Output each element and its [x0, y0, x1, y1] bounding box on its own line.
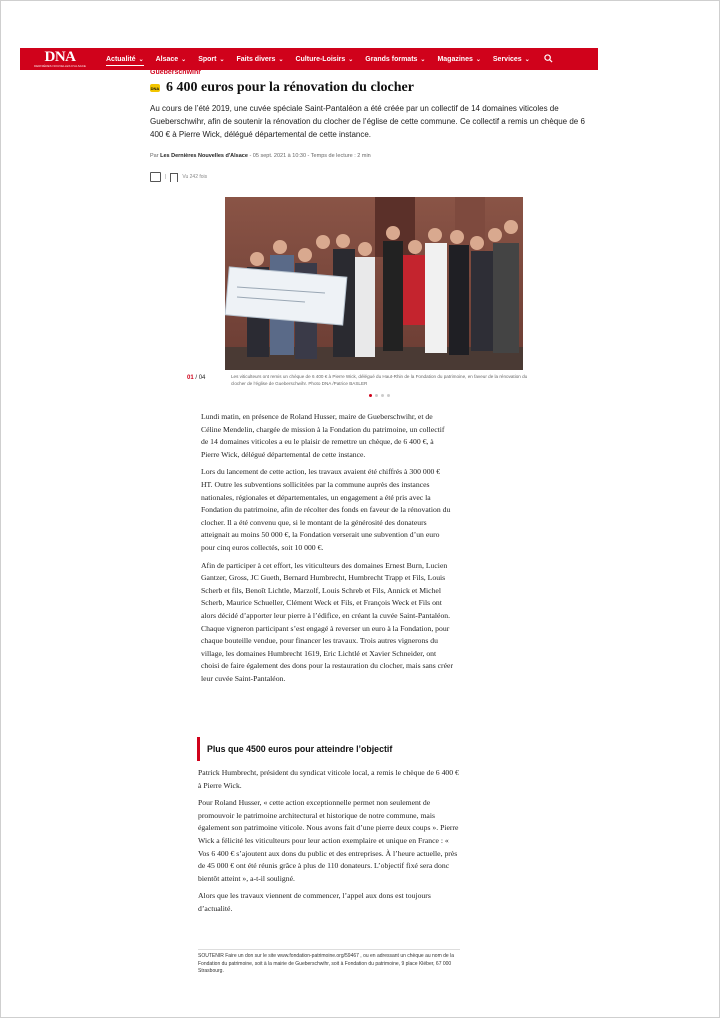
article-tools	[150, 172, 207, 182]
byline-author[interactable]: Les Dernières Nouvelles d'Alsace	[160, 153, 248, 159]
chevron-down-icon: ⌄	[219, 56, 225, 63]
nav-item-actualite[interactable]	[106, 48, 144, 70]
paragraph: Lundi matin, en présence de Roland Husser, maire de Gueberschwihr, et de Céline Mendelin, chargée de mission à la Fondation du patrimoine, un collectif de 14 domaines viticoles a eu le plaisir de remettre un chèque, de 6 400 €, à Pierre Wick, délégué départemental de cette instance.	[201, 412, 445, 459]
byline	[150, 153, 371, 159]
chevron-down-icon: ⌄	[475, 56, 481, 63]
nav-item-culture-loisirs[interactable]	[295, 48, 353, 70]
logo-text: DNA	[44, 48, 76, 65]
view-count: Vu 242 fois	[182, 174, 208, 180]
nav-item-faits-divers[interactable]	[237, 48, 284, 70]
gallery-dot[interactable]	[381, 394, 384, 397]
chevron-down-icon: ⌄	[348, 56, 354, 63]
nav-item-grands-formats[interactable]	[365, 48, 425, 70]
nav-item-alsace[interactable]	[156, 48, 187, 70]
nav-item-services[interactable]	[493, 48, 530, 70]
nav-label: Culture-Loisirs	[295, 55, 346, 63]
article-kicker[interactable]: Gueberschwihr	[150, 69, 201, 76]
site-logo[interactable]	[30, 48, 90, 70]
logo-subtext: DERNIÈRES NOUVELLES D'ALSACE	[34, 63, 86, 68]
divider: |	[165, 174, 167, 180]
nav-label: Magazines	[437, 55, 473, 63]
nav-item-sport[interactable]	[198, 48, 224, 70]
gallery-dot[interactable]	[369, 394, 372, 397]
article-title	[150, 80, 414, 96]
comment-icon[interactable]	[150, 172, 161, 182]
byline-prefix: Par	[150, 153, 161, 159]
gallery-dot[interactable]	[375, 394, 378, 397]
chevron-down-icon: ⌄	[278, 56, 284, 63]
nav-label: Services	[492, 55, 522, 63]
photo-caption: Les viticulteurs ont remis un chèque de 6 400 € à Pierre Wick, délégué du Haut-Rhin de la Fondation du patrimoine, en faveur de la rénovation du clocher de l’église de Gueberschwihr. Photo DNA /Patrice BASLER	[231, 374, 528, 386]
article-body-continued	[198, 767, 460, 921]
paragraph: Alors que les travaux viennent de commencer, l’appel aux dons est toujours d’actualité.	[198, 891, 431, 913]
article-photo[interactable]	[225, 197, 523, 370]
chevron-down-icon: ⌄	[420, 56, 426, 63]
top-nav	[20, 48, 598, 70]
paragraph: Patrick Humbrecht, président du syndicat viticole local, a remis le chèque de 6 400 € à Pierre Wick.	[198, 768, 459, 790]
gallery-total: / 04	[193, 375, 206, 381]
paragraph: Afin de participer à cet effort, les viticulteurs des domaines Ernest Burn, Lucien Gantzer, Gross, JC Gueth, Bernard Humbrecht, Humbrecht Trapp et Fils, Louis Scherb et fils, Benoît Lichtle, Marzolf, Louis Schreb et Fils, Annick et Michel Scherb, Maurice Schueller, Clément Weck et Fils, et François Weck et Fils ont alors décidé d’apporter leur pierre à l’édifice, en créant la cuvée Saint-Pantaléon. Chaque vigneron participant s’est engagé à reverser un euro à la Fondation, pour chaque bouteille vendue, pour financer les travaux. Trois autres vignerons du village, les domaines Humbrecht 1619, Eric Lichtlé et Xavier Schneider, ont choisi de faire également des dons pour la restauration du clocher, mais sans créer leur cuvée Saint-Pantaléon.	[201, 560, 454, 683]
nav-item-magazines[interactable]	[437, 48, 480, 70]
dna-badge-icon: DNA	[150, 85, 160, 91]
article-title-text: 6 400 euros pour la rénovation du clocher	[166, 80, 414, 95]
chevron-down-icon: ⌄	[524, 56, 530, 63]
gallery-dots	[369, 394, 390, 397]
byline-meta: - 05 sept. 2021 à 10:30 - Temps de lecture : 2 min	[247, 153, 371, 159]
gallery-current: 01	[187, 375, 194, 381]
search-icon[interactable]	[544, 54, 553, 65]
article-subtitle: Plus que 4500 euros pour atteindre l’objectif	[197, 737, 392, 761]
nav-label: Actualité	[106, 55, 136, 63]
bookmark-icon[interactable]	[170, 173, 178, 182]
nav-label: Alsace	[155, 55, 179, 63]
paragraph: Lors du lancement de cette action, les travaux avaient été chiffrés à 300 000 € HT. Outre les subventions sollicitées par la commune auprès des instances nationales, régionales et départementales, un engagement a été pris avec la Fondation du patrimoine, afin de récolter des fonds en faveur de la rénovation du clocher. Il a été convenu que, si le montant de la générosité des donateurs atteignait au moins 50 000 €, la Fondation verserait une subvention d’un euro pour cinq euros collectés, soit 10 000 €.	[201, 467, 451, 552]
donation-note: SOUTENIR Faire un don sur le site www.fondation-patrimoine.org/59467 , ou en adressant un chèque au nom de la Fondation du patrimoine, soit à la mairie de Gueberschwihr, soit à Fondation du patrimoine, 9 place Kléber, 67 000 Strasbourg.	[198, 949, 460, 976]
chevron-down-icon: ⌄	[138, 56, 144, 63]
article-body	[201, 411, 453, 690]
paragraph: Pour Roland Husser, « cette action exceptionnelle permet non seulement de promouvoir le patrimoine architectural et historique de notre commune, mais également son patrimoine viticole. Nous avons fait d’une pierre deux coups ». Pierre Wick a félicité les viticulteurs pour leur action exemplaire et unique en France : « Vos 6 400 € s’ajoutent aux dons du public et des entreprises. À l’heure actuelle, près de 45 000 € ont été réunis grâce à plus de 110 donateurs. L’objectif fixé sera donc bientôt atteint », a-t-il souligné.	[198, 798, 459, 883]
nav-label: Faits divers	[236, 55, 276, 63]
chevron-down-icon: ⌄	[181, 56, 187, 63]
nav-label: Grands formats	[365, 55, 418, 63]
gallery-counter	[187, 375, 205, 381]
gallery-dot[interactable]	[387, 394, 390, 397]
nav-label: Sport	[198, 55, 217, 63]
article-lead: Au cours de l’été 2019, une cuvée spéciale Saint-Pantaléon a été créée par un collectif de 14 domaines viticoles de Gueberschwihr, afin de soutenir la rénovation du clocher de l’église de cette commune. Ce collectif a remis un chèque de 6 400 € à Pierre Wick, délégué départemental de cette instance.	[150, 104, 585, 139]
